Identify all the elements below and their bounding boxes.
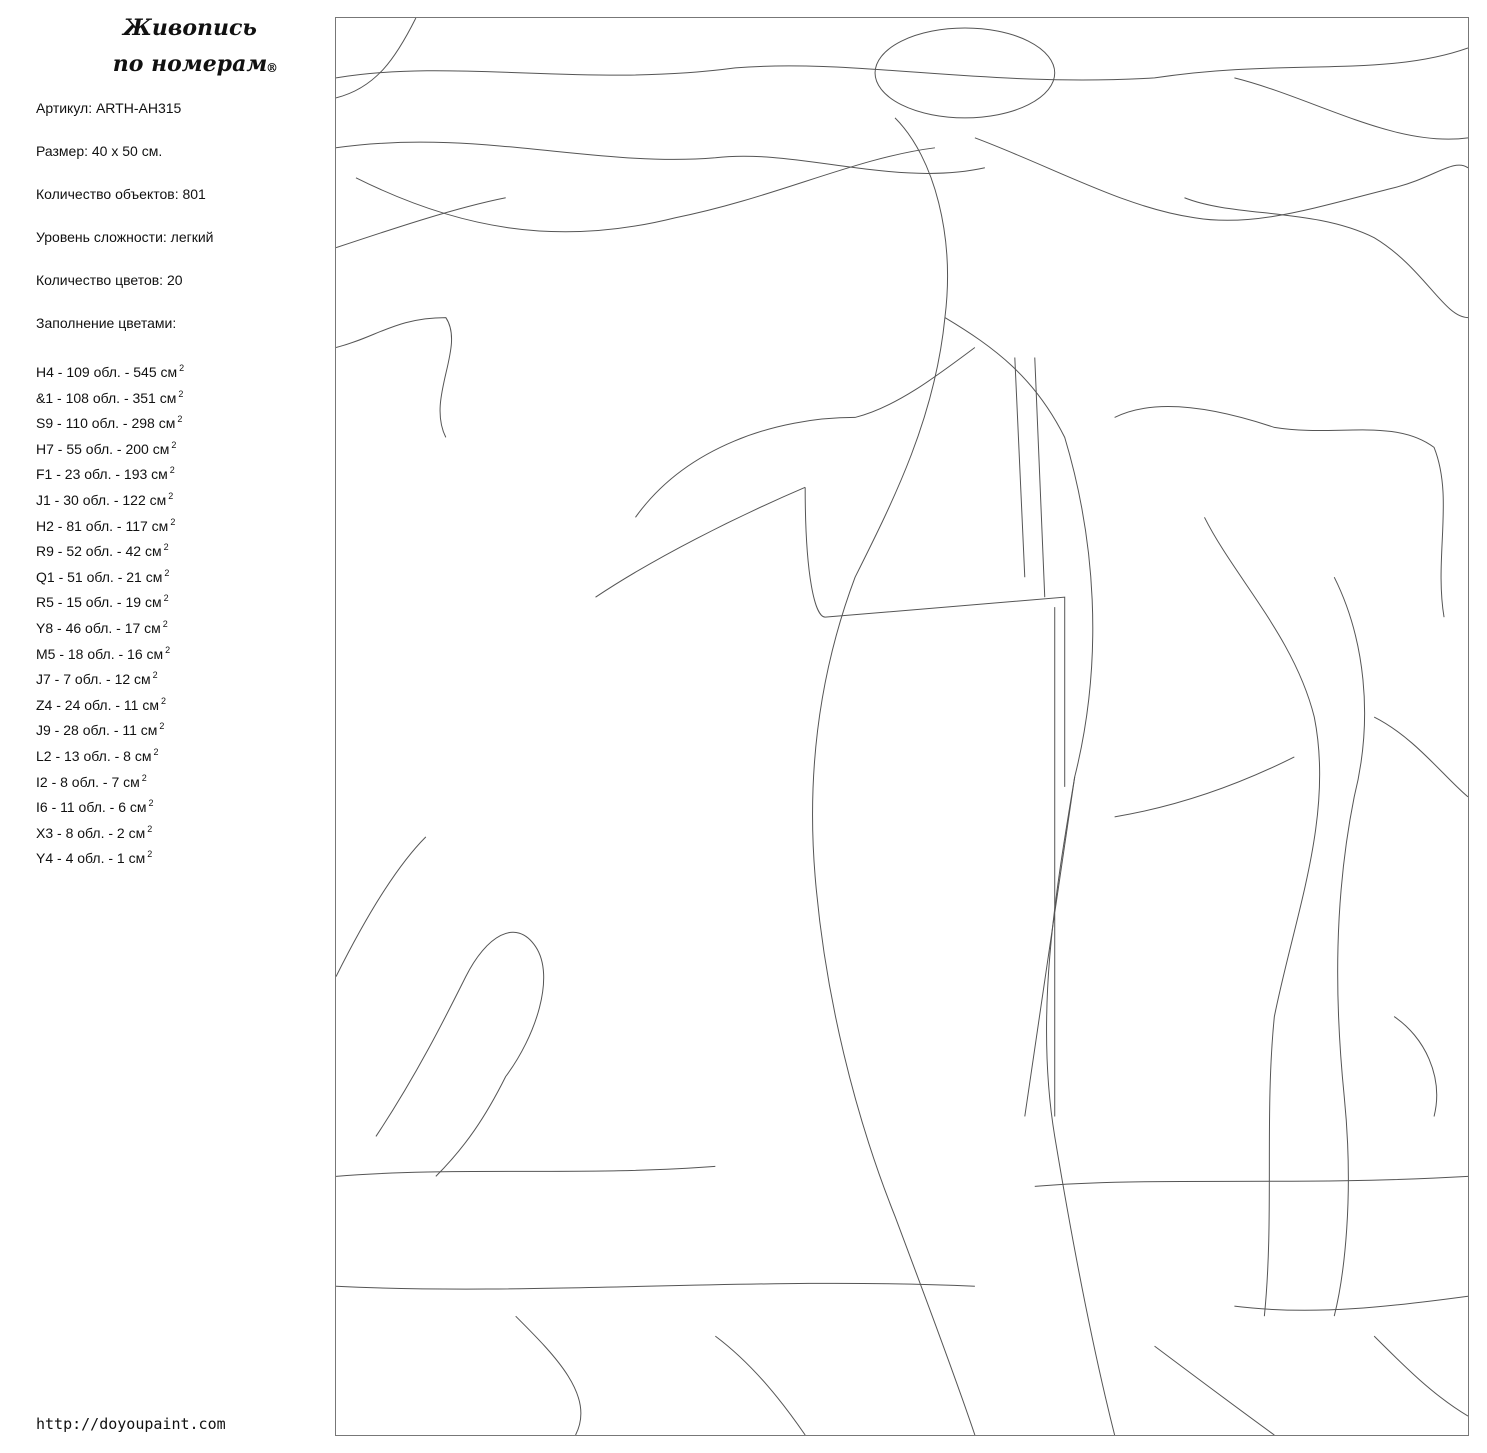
color-fill-text: Z4 - 24 обл. - 11 см [36,696,159,713]
contour [1115,407,1444,618]
contour [1234,78,1468,139]
color-fill-item [36,716,184,742]
color-fill-text: &1 - 108 обл. - 351 см [36,389,177,406]
contour [1035,1176,1468,1186]
color-fill-item [36,768,184,794]
color-fill-item [36,793,184,819]
color-fill-text: H4 - 109 обл. - 545 см [36,364,178,380]
contour [1115,757,1295,817]
line-art-drawing [336,18,1468,1435]
contour [336,18,416,98]
color-fill-item [36,537,184,563]
area-unit-superscript: 2 [164,567,170,578]
contour [336,1283,975,1289]
color-fill-item [36,742,184,768]
area-unit-superscript: 2 [153,746,159,757]
area-unit-superscript: 2 [168,490,174,501]
contour [516,1316,581,1435]
color-fill-item [36,358,184,384]
brand-line-1: Живопись [123,15,257,41]
area-unit-superscript: 2 [169,465,175,476]
website-url[interactable]: http://doyoupaint.com [36,1415,226,1433]
color-fill-text: I2 - 8 обл. - 7 см [36,773,140,790]
area-unit-superscript: 2 [163,542,169,553]
contour [875,28,1055,118]
objects-count-text: Количество объектов: 801 [36,186,206,202]
color-fill-text: Y4 - 4 обл. - 1 см [36,850,146,867]
contour [1394,1017,1437,1117]
color-fill-item [36,460,184,486]
contour [336,837,426,977]
contour [813,118,975,1435]
color-fill-text: F1 - 23 обл. - 193 см [36,466,168,483]
color-fill-text: X3 - 8 обл. - 2 см [36,824,146,841]
area-unit-superscript: 2 [163,593,169,604]
area-unit-superscript: 2 [170,516,176,527]
color-fill-text: H2 - 81 обл. - 117 см [36,517,169,534]
color-fill-list [36,358,184,870]
area-unit-superscript: 2 [165,644,171,655]
registered-mark: ® [266,61,278,75]
color-fill-text: R9 - 52 обл. - 42 см [36,543,162,560]
color-fill-item [36,409,184,435]
contour [336,1166,715,1176]
area-unit-superscript: 2 [160,695,166,706]
color-fill-item [36,435,184,461]
product-info [36,98,214,356]
color-fill-item [36,512,184,538]
size-text: Размер: 40 х 50 см. [36,143,163,159]
color-fill-item [36,691,184,717]
color-fill-text: M5 - 18 обл. - 16 см [36,645,164,662]
color-fill-text: Q1 - 51 обл. - 21 см [36,568,163,585]
difficulty-text: Уровень сложности: легкий [36,229,214,245]
contour [945,318,1115,1435]
color-fill-text: J7 - 7 обл. - 12 см [36,671,151,688]
contour [1374,1336,1468,1416]
area-unit-superscript: 2 [171,439,177,450]
color-fill-text: J9 - 28 обл. - 11 см [36,722,158,739]
contour [975,138,1468,221]
contour [356,148,935,232]
color-fill-item [36,588,184,614]
area-unit-superscript: 2 [147,823,153,834]
colors-count-text: Количество цветов: 20 [36,272,183,288]
contour [805,487,1065,787]
contour [1185,198,1468,318]
color-fill-text: R5 - 15 обл. - 19 см [36,594,162,611]
area-unit-superscript: 2 [178,388,184,399]
brand-logo [90,10,290,82]
color-fill-item [36,614,184,640]
area-unit-superscript: 2 [162,618,168,629]
contour [1374,717,1468,797]
contour [715,1336,805,1435]
color-fill-item [36,819,184,845]
area-unit-superscript: 2 [159,721,165,732]
color-fill-text: J1 - 30 обл. - 122 см [36,491,167,508]
area-unit-superscript: 2 [179,363,185,373]
contour [1234,1296,1468,1310]
contour [336,318,452,438]
article-text: Артикул: ARTH-AH315 [36,100,182,116]
color-fill-item [36,486,184,512]
line-art-canvas [335,17,1469,1436]
contour [1155,1346,1275,1435]
color-fill-item [36,665,184,691]
color-fill-text: L2 - 13 обл. - 8 см [36,747,152,764]
area-unit-superscript: 2 [141,772,147,783]
area-unit-superscript: 2 [152,670,158,681]
color-fill-item [36,844,184,870]
area-unit-superscript: 2 [177,414,183,425]
contour [1025,607,1075,1116]
color-fill-text: S9 - 110 обл. - 298 см [36,415,176,432]
color-fill-item [36,640,184,666]
contour [1334,577,1364,1316]
contour [376,932,544,1176]
fill-title: Заполнение цветами: [36,315,177,331]
contour [336,48,1468,80]
contour [336,142,985,173]
contour [1204,517,1319,1316]
area-unit-superscript: 2 [147,849,153,860]
area-unit-superscript: 2 [148,798,154,809]
color-fill-text: Y8 - 46 обл. - 17 см [36,619,161,636]
color-fill-item [36,563,184,589]
contour [596,487,806,597]
brand-line-2: по номерам [112,51,268,77]
color-fill-item [36,384,184,410]
color-fill-text: I6 - 11 обл. - 6 см [36,799,147,816]
color-fill-text: H7 - 55 обл. - 200 см [36,440,170,457]
contour [1015,358,1045,598]
